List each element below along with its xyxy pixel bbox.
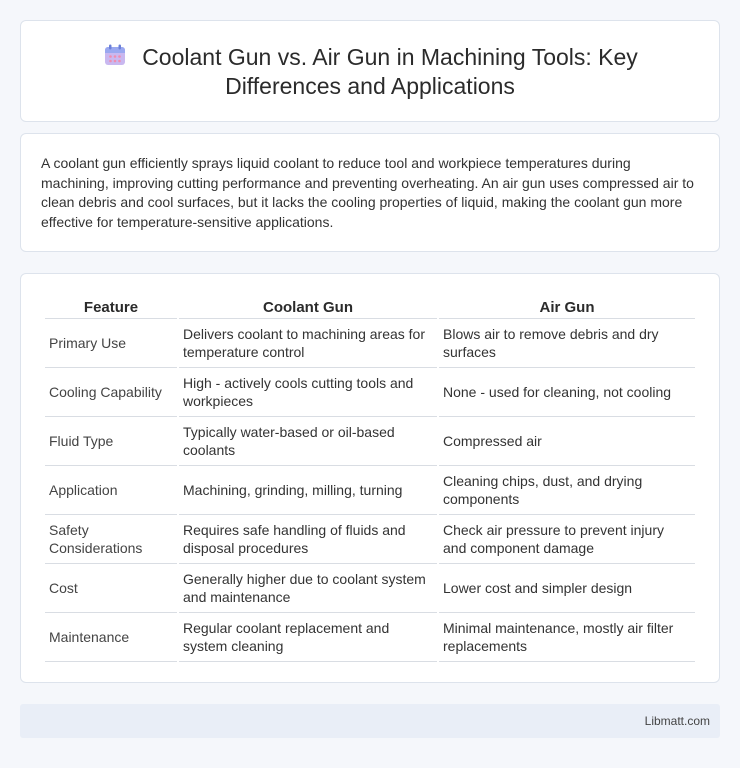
table-header-row — [45, 294, 695, 319]
feature-cell: Application — [45, 466, 177, 515]
header-air-gun: Air Gun — [439, 294, 695, 319]
feature-cell: Maintenance — [45, 613, 177, 662]
intro-text: A coolant gun efficiently sprays liquid coolant to reduce tool and workpiece temperatures during machining, improving cutting performance and preventing overheating. An air gun uses compressed air to clean debris and cool surfaces, but it lacks the cooling properties of liquid, making the coolant gun more effective for temperature-sensitive applications. — [41, 155, 694, 230]
table-row — [45, 466, 695, 515]
table-row — [45, 417, 695, 466]
air-cell: Minimal maintenance, mostly air filter replacements — [439, 613, 695, 662]
air-cell: None - used for cleaning, not cooling — [439, 368, 695, 417]
header-feature: Feature — [45, 294, 177, 319]
coolant-cell: Regular coolant replacement and system cleaning — [179, 613, 437, 662]
title-card — [20, 20, 720, 122]
coolant-cell: Machining, grinding, milling, turning — [179, 466, 437, 515]
feature-cell: Cooling Capability — [45, 368, 177, 417]
footer-brand[interactable]: Libmatt.com — [644, 714, 710, 728]
feature-cell: Primary Use — [45, 319, 177, 368]
table-row — [45, 515, 695, 564]
intro-card — [20, 133, 720, 252]
table-row — [45, 613, 695, 662]
table-row — [45, 319, 695, 368]
coolant-cell: Delivers coolant to machining areas for temperature control — [179, 319, 437, 368]
coolant-cell: High - actively cools cutting tools and workpieces — [179, 368, 437, 417]
coolant-cell: Requires safe handling of fluids and disposal procedures — [179, 515, 437, 564]
air-cell: Check air pressure to prevent injury and component damage — [439, 515, 695, 564]
coolant-cell: Typically water-based or oil-based coolants — [179, 417, 437, 466]
air-cell: Cleaning chips, dust, and drying components — [439, 466, 695, 515]
calendar-icon — [102, 42, 128, 68]
comparison-table — [43, 294, 697, 662]
feature-cell: Fluid Type — [45, 417, 177, 466]
air-cell: Blows air to remove debris and dry surfaces — [439, 319, 695, 368]
table-row — [45, 368, 695, 417]
air-cell: Compressed air — [439, 417, 695, 466]
coolant-cell: Generally higher due to coolant system and maintenance — [179, 564, 437, 613]
footer — [20, 704, 720, 738]
title-wrap — [65, 42, 675, 101]
header-coolant-gun: Coolant Gun — [179, 294, 437, 319]
table-row — [45, 564, 695, 613]
page-title: Coolant Gun vs. Air Gun in Machining Tools: Key Differences and Applications — [142, 43, 638, 99]
air-cell: Lower cost and simpler design — [439, 564, 695, 613]
feature-cell: Safety Considerations — [45, 515, 177, 564]
table-card — [20, 273, 720, 683]
feature-cell: Cost — [45, 564, 177, 613]
